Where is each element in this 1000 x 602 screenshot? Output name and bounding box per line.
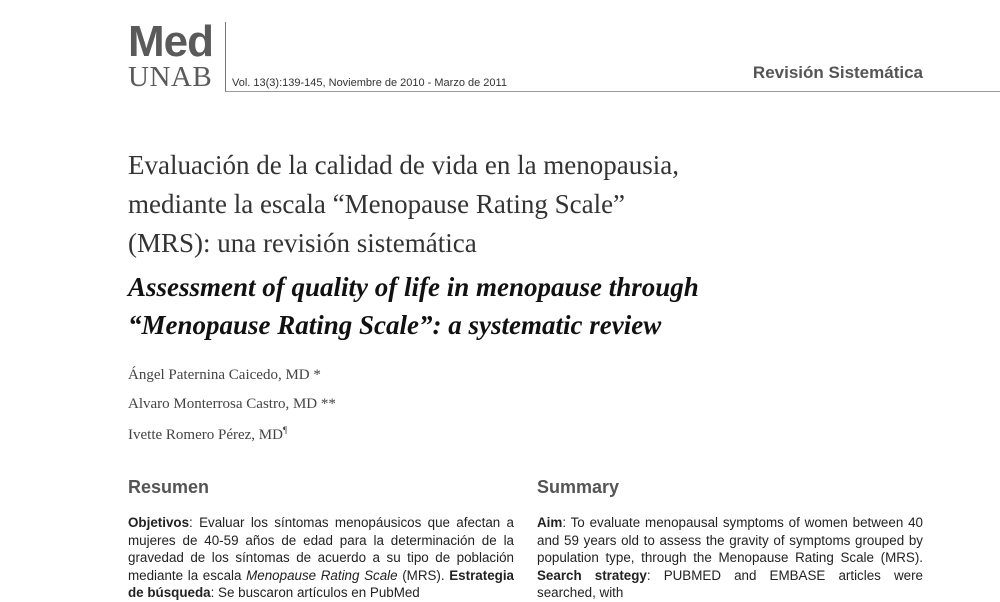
resumen-body bbox=[128, 514, 514, 602]
objetivos-label: Objetivos bbox=[128, 515, 190, 530]
section-label: Revisión Sistemática bbox=[752, 63, 923, 82]
title-es-line: Evaluación de la calidad de vida en la menopausia, bbox=[128, 150, 680, 180]
volume-info: Vol. 13(3):139-145, Noviembre de 2010 - Marzo de 2011 bbox=[232, 77, 507, 89]
estrategia-text: : Se buscaron artículos en PubMed bbox=[210, 585, 420, 600]
summary-body bbox=[537, 514, 923, 602]
aim-label: Aim bbox=[537, 515, 563, 530]
author-name: Ángel Paternina Caicedo, MD * bbox=[128, 367, 321, 383]
logo-unab-text: UNAB bbox=[128, 61, 213, 93]
summary-heading: Summary bbox=[537, 477, 620, 497]
logo-med-text: Med bbox=[128, 17, 213, 66]
author-name: Alvaro Monterrosa Castro, MD ** bbox=[128, 396, 336, 412]
scale-name: Menopause Rating Scale bbox=[246, 567, 398, 583]
search-strategy-label: Search strategy bbox=[537, 567, 647, 583]
title-spanish bbox=[128, 146, 828, 263]
title-english bbox=[128, 268, 888, 344]
scale-abbr: (MRS). bbox=[397, 567, 450, 583]
author-3 bbox=[128, 425, 287, 444]
author-1 bbox=[128, 367, 321, 384]
search-strategy-text: : PUBMED and EMBASE articles were searched, with bbox=[537, 567, 923, 600]
author-footnote-mark: ¶ bbox=[282, 425, 288, 435]
author-name: Ivette Romero Pérez, MD bbox=[128, 427, 283, 443]
title-es-line: (MRS): una revisión sistemática bbox=[128, 228, 477, 258]
title-en-line: Assessment of quality of life in menopause through bbox=[128, 272, 699, 302]
aim-text: : To evaluate menopausal symptoms of women between 40 and 59 years old to assess the gravity of symptoms grouped by population type, through the Menopause Rating Scale (MRS). bbox=[537, 515, 923, 565]
header-rule bbox=[225, 91, 1000, 92]
title-en-line: “Menopause Rating Scale”: a systematic review bbox=[128, 310, 662, 340]
estrategia-label: Estrategia de búsqueda bbox=[128, 567, 514, 600]
objetivos-text: : Evaluar los síntomas menopáusicos que afectan a mujeres de 40-59 años de edad para la determinación de la gravedad de los síntomas de acuerdo a su tipo de población mediante la escala bbox=[128, 515, 514, 583]
author-2 bbox=[128, 396, 336, 413]
logo-divider bbox=[225, 22, 226, 92]
title-es-line: mediante la escala “Menopause Rating Scale” bbox=[128, 189, 626, 219]
resumen-heading: Resumen bbox=[128, 477, 210, 497]
